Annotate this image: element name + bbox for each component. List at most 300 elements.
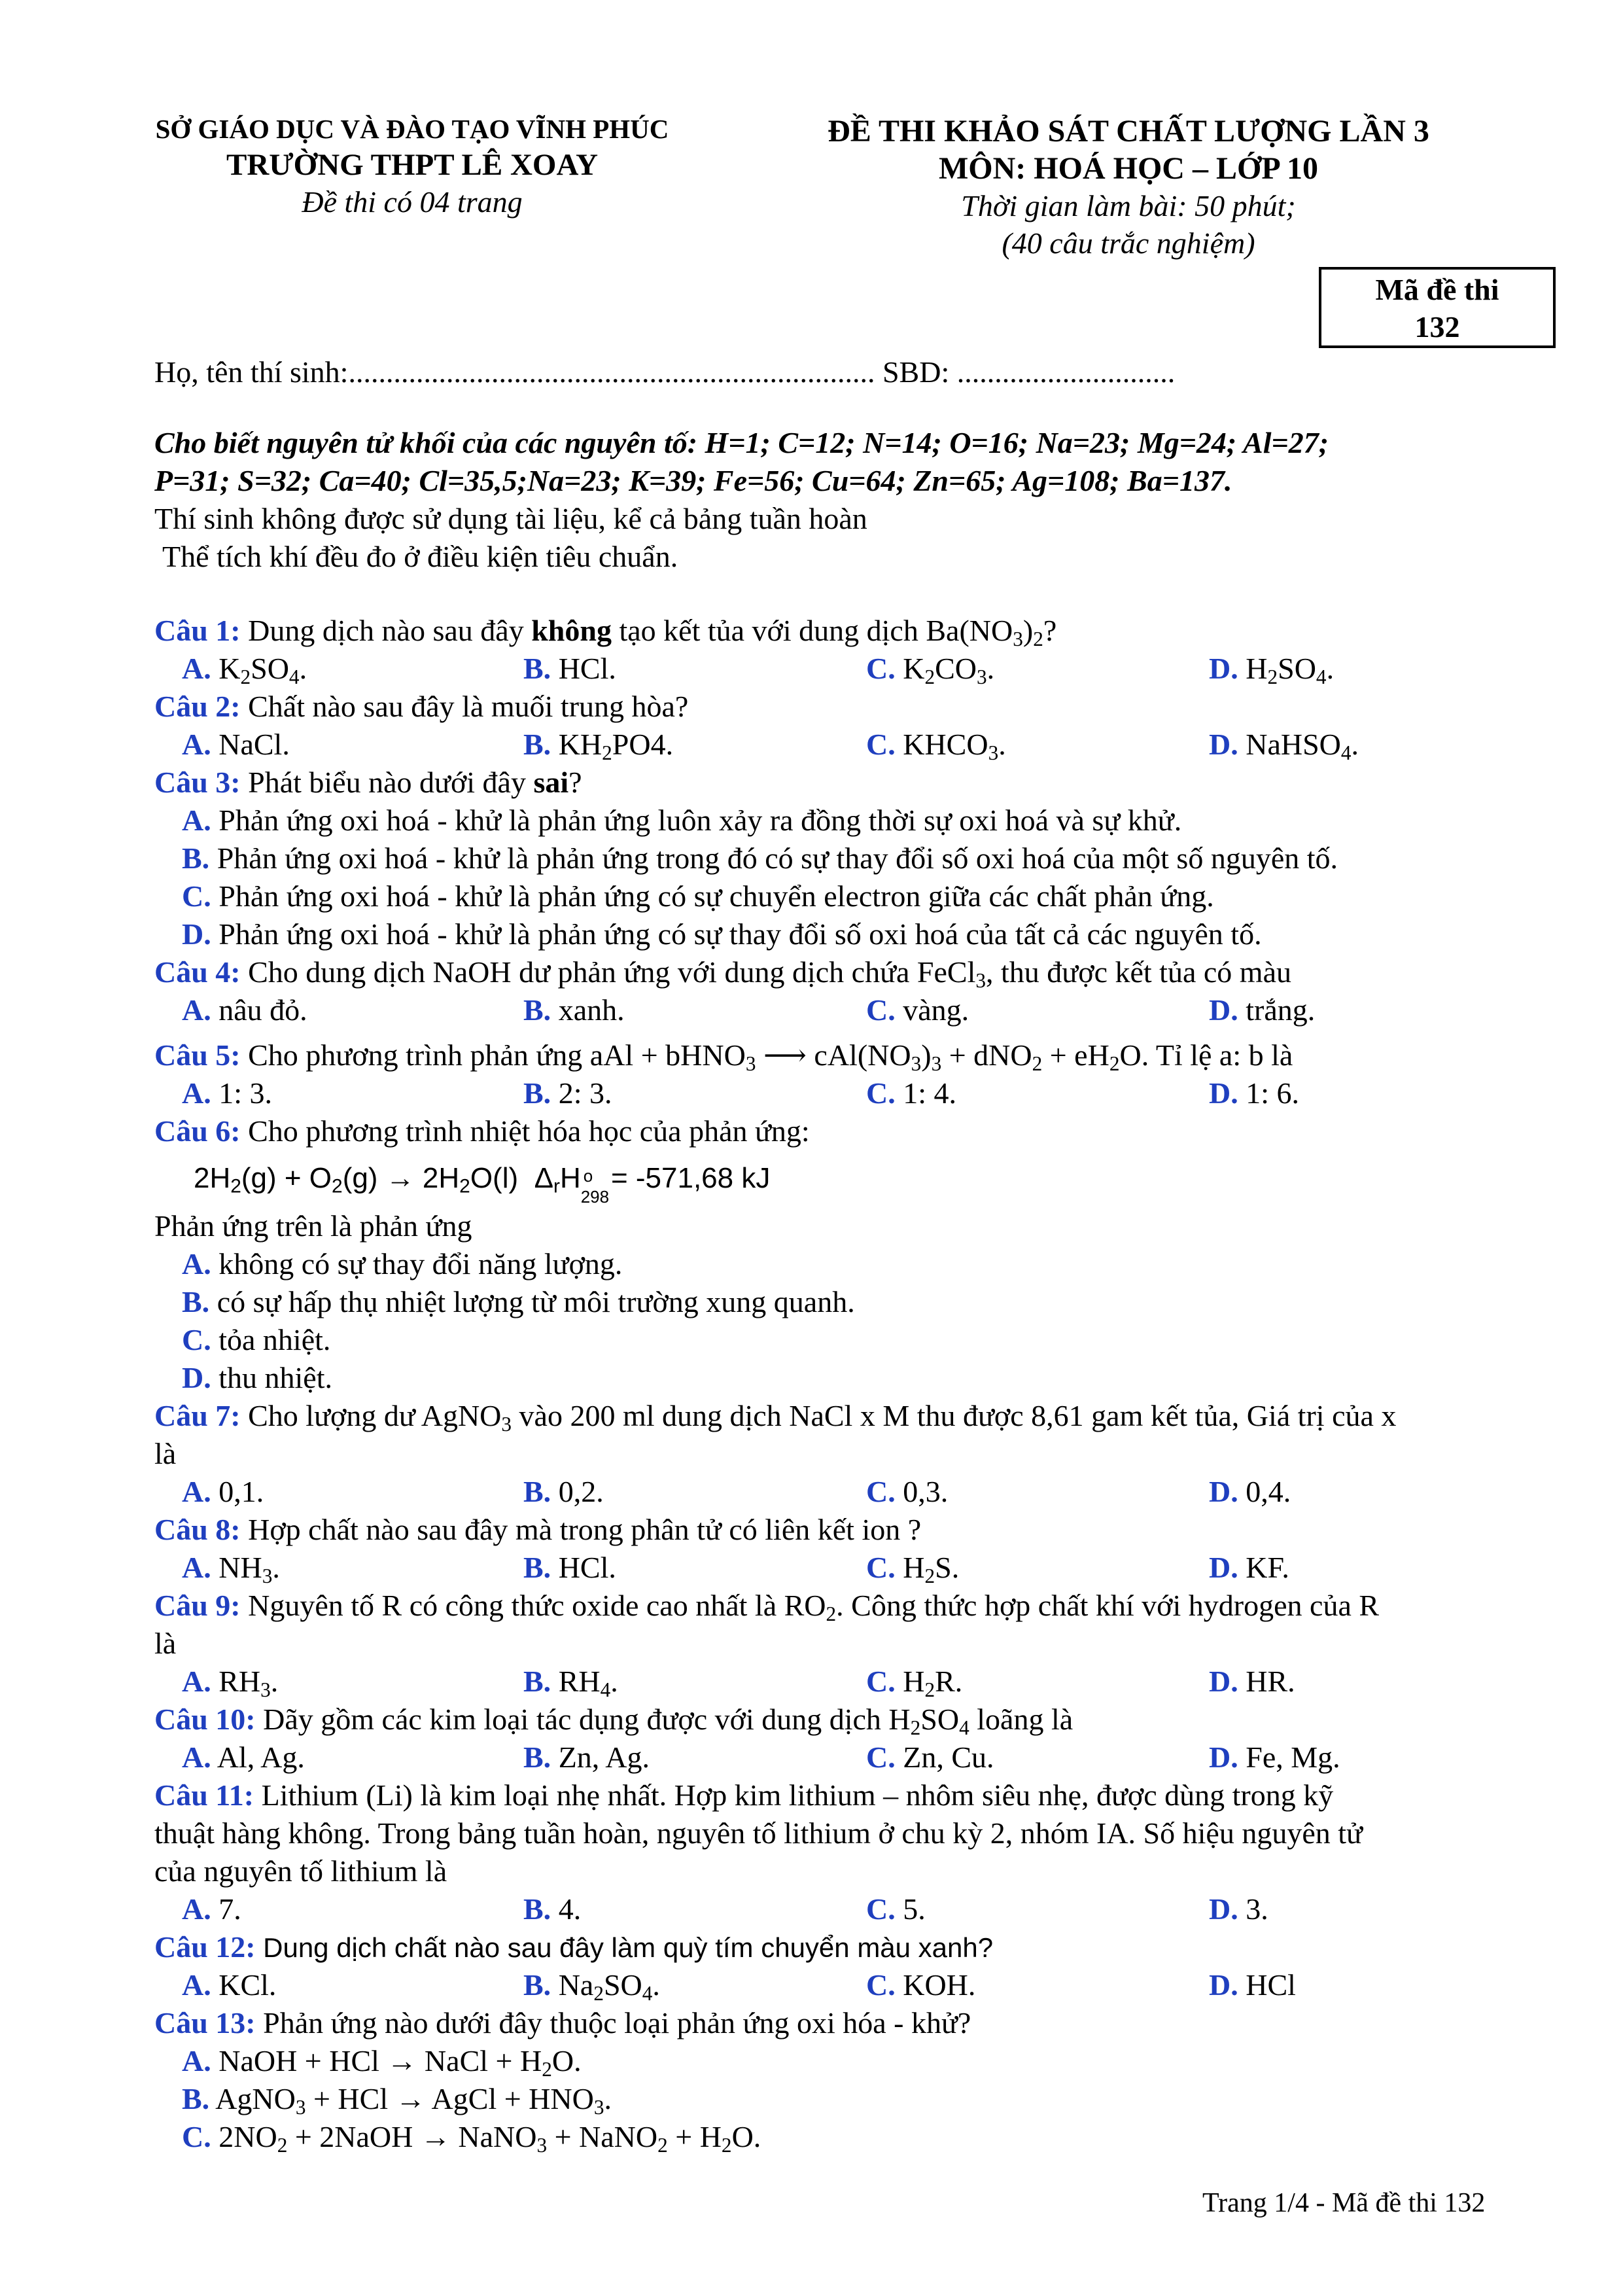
option-key: B.	[523, 1551, 551, 1584]
q5-option-d[interactable]	[1209, 1074, 1299, 1112]
opt-text: + HCl → AgCl + HNO	[305, 2082, 594, 2115]
option-key: C.	[182, 1323, 211, 1356]
eq-sub: 2	[230, 1175, 241, 1197]
q12-label: Câu 12:	[154, 1930, 256, 1964]
q1-text2: tạo kết tủa với dung dịch Ba(NO	[619, 614, 1013, 647]
opt-text: vàng.	[903, 993, 969, 1027]
question-10	[154, 1701, 1073, 1739]
q9-line2: là	[154, 1627, 177, 1660]
opt-text: 7.	[218, 1892, 241, 1926]
q4-text: Cho dung dịch NaOH dư phản ứng với dung dịch chứa FeCl	[248, 955, 976, 989]
question-2	[154, 688, 688, 726]
opt-text: NaHSO	[1246, 728, 1341, 761]
name-field[interactable]: ......................................................................	[348, 355, 875, 389]
q11-option-b[interactable]	[523, 1890, 581, 1928]
q10-label: Câu 10:	[154, 1703, 256, 1736]
option-key: B.	[523, 1740, 551, 1774]
option-key: A.	[182, 1892, 211, 1926]
q4-option-a[interactable]	[182, 991, 307, 1029]
q13-option-b[interactable]	[182, 2080, 612, 2118]
exam-code-box	[1319, 267, 1556, 348]
temperature-index: 298	[580, 1187, 610, 1207]
header-right	[752, 113, 1505, 262]
option-key: B.	[523, 1076, 551, 1110]
option-key: D.	[1209, 1475, 1238, 1508]
option-key: A.	[182, 1968, 211, 2002]
opt-text: H	[903, 1665, 925, 1698]
thermochemical-equation	[194, 1159, 771, 1207]
question-8	[154, 1511, 921, 1549]
opt-text: KHCO	[903, 728, 988, 761]
reaction-arrow-icon: ⟶	[756, 1038, 814, 1072]
q10-text3: loãng là	[969, 1703, 1073, 1736]
q3-option-d[interactable]	[182, 915, 1262, 953]
q1-text: Dung dịch nào sau đây	[248, 614, 524, 647]
opt-text: 0,3.	[903, 1475, 949, 1508]
q5-sub4: 2	[1032, 1051, 1043, 1075]
opt-text: KOH.	[903, 1968, 976, 2002]
option-key: D.	[1209, 652, 1238, 685]
q9-text2: . Công thức hợp chất khí với hydrogen của R	[836, 1589, 1380, 1622]
q1-text4: ?	[1043, 614, 1057, 647]
q7-sub: 3	[501, 1412, 512, 1436]
q9-sub: 2	[826, 1602, 837, 1625]
q6-label: Câu 6:	[154, 1114, 241, 1148]
option-key: B.	[182, 841, 210, 875]
q4-sub: 3	[975, 968, 986, 992]
q9-option-b[interactable]	[523, 1663, 618, 1701]
sbd-label: SBD:	[882, 355, 950, 389]
q4-option-b[interactable]	[523, 991, 625, 1029]
option-key: D.	[1209, 728, 1238, 761]
option-key: B.	[523, 728, 551, 761]
q5-label: Câu 5:	[154, 1038, 241, 1072]
opt-sub: 2	[602, 741, 612, 764]
page-footer: Trang 1/4 - Mã đề thi 132	[1202, 2188, 1486, 2218]
eq-sub: 2	[459, 1175, 470, 1197]
q1-sub: 3	[1013, 627, 1023, 650]
opt-text: SO	[1278, 652, 1316, 685]
option-key: D.	[1209, 1551, 1238, 1584]
opt-text: SO	[251, 652, 289, 685]
option-key: A.	[182, 1665, 211, 1698]
eq-text: O(l)	[470, 1162, 519, 1194]
q1-emphasis: không	[531, 614, 612, 647]
exam-code-label: Mã đề thi	[1375, 273, 1499, 306]
eq-text: 2H	[194, 1162, 231, 1194]
opt-text: K	[903, 652, 925, 685]
opt-text: tỏa nhiệt.	[218, 1323, 331, 1356]
q3-label: Câu 3:	[154, 766, 241, 799]
question-11	[154, 1776, 1333, 1814]
atomic-masses-line1: Cho biết nguyên tử khối của các nguyên tố: H=1; C=12; N=14; O=16; Na=23; Mg=24; Al=27;	[154, 426, 1329, 459]
q13-text: Phản ứng nào dưới đây thuộc loại phản ứng oxi hóa - khử?	[263, 2006, 971, 2040]
opt-text: 3.	[1246, 1892, 1268, 1926]
q10-option-d[interactable]	[1209, 1739, 1340, 1776]
q7-option-c[interactable]	[866, 1473, 948, 1511]
option-key: A.	[182, 652, 211, 685]
opt-text: Zn, Cu.	[903, 1740, 994, 1774]
opt-text: thu nhiệt.	[218, 1361, 332, 1394]
option-key: D.	[1209, 993, 1238, 1027]
q7-text: Cho lượng dư AgNO	[248, 1399, 502, 1432]
opt-text: .	[998, 728, 1006, 761]
delta-sub-r: r	[553, 1175, 560, 1197]
opt-sub: 4	[1340, 741, 1352, 764]
q5-text4: + dNO	[941, 1038, 1032, 1072]
opt-text: .	[1326, 652, 1335, 685]
opt-text: .	[272, 1551, 280, 1584]
q6-option-a[interactable]	[182, 1245, 622, 1283]
opt-text: CO	[935, 652, 977, 685]
q6-option-c[interactable]	[182, 1321, 330, 1359]
q8-option-c[interactable]	[866, 1549, 959, 1587]
q8-option-a[interactable]	[182, 1549, 280, 1587]
enthalpy-value: = -571,68 kJ	[610, 1162, 771, 1194]
note-1: Thí sinh không được sử dụng tài liệu, kể cả bảng tuần hoàn	[154, 502, 867, 535]
option-key: C.	[182, 2120, 211, 2153]
opt-text: HR.	[1246, 1665, 1295, 1698]
opt-sub: 2	[1267, 665, 1278, 688]
opt-text: SO	[603, 1968, 642, 2002]
option-key: B.	[523, 1968, 551, 2002]
opt-sub: 2	[721, 2133, 732, 2157]
q2-option-c[interactable]	[866, 726, 1006, 764]
q4-label: Câu 4:	[154, 955, 241, 989]
question-count: (40 câu trắc nghiệm)	[1002, 226, 1255, 260]
option-key: A.	[182, 728, 211, 761]
opt-sub: 2	[277, 2133, 288, 2157]
student-info-line	[154, 353, 1175, 391]
opt-text: NaOH + HCl → NaCl + H	[218, 2044, 542, 2077]
option-key: A.	[182, 1475, 211, 1508]
name-label: Họ, tên thí sinh:	[154, 355, 349, 389]
q1-option-c[interactable]	[866, 650, 994, 688]
q8-text: Hợp chất nào sau đây mà trong phân tử có liên kết ion ?	[248, 1513, 922, 1546]
q5-text5: + eH	[1042, 1038, 1109, 1072]
option-key: B.	[182, 2082, 210, 2115]
sbd-field[interactable]: .............................	[956, 355, 1176, 389]
eq-sub: 2	[332, 1175, 343, 1197]
opt-text: + H	[667, 2120, 722, 2153]
q5-text2: cAl(NO	[814, 1038, 911, 1072]
q10-sub: 2	[910, 1716, 921, 1739]
opt-text: 0,2.	[558, 1475, 604, 1508]
q13-option-c[interactable]	[182, 2118, 761, 2156]
opt-text: R.	[935, 1665, 963, 1698]
opt-text: Phản ứng oxi hoá - khử là phản ứng trong đó có sự thay đổi số oxi hoá của một số nguyên tố.	[217, 841, 1338, 875]
q1-option-b[interactable]	[523, 650, 616, 688]
option-key: C.	[866, 993, 896, 1027]
option-key: D.	[1209, 1968, 1238, 2002]
q10-option-a[interactable]	[182, 1739, 305, 1776]
option-key: D.	[182, 1361, 211, 1394]
q3-emphasis: sai	[533, 766, 569, 799]
q7-option-b[interactable]	[523, 1473, 604, 1511]
q5-sub2: 3	[911, 1051, 922, 1075]
time-limit: Thời gian làm bài: 50 phút;	[961, 189, 1296, 222]
opt-text: .	[1351, 728, 1359, 761]
opt-sub: 4	[600, 1678, 611, 1701]
q7-option-a[interactable]	[182, 1473, 264, 1511]
opt-text: Zn, Ag.	[558, 1740, 650, 1774]
question-3	[154, 764, 582, 802]
option-key: B.	[182, 1285, 210, 1318]
q8-label: Câu 8:	[154, 1513, 241, 1546]
q3-text2: ?	[568, 766, 582, 799]
question-6	[154, 1112, 810, 1150]
opt-sub: 3	[260, 1678, 271, 1701]
opt-text: xanh.	[558, 993, 625, 1027]
opt-text: HCl	[1246, 1968, 1296, 2002]
option-key: D.	[182, 917, 211, 951]
q10-text: Dãy gồm các kim loại tác dụng được với dung dịch H	[263, 1703, 911, 1736]
q12-option-d[interactable]	[1209, 1966, 1296, 2004]
option-key: C.	[866, 1475, 896, 1508]
atomic-masses-line2: P=31; S=32; Ca=40; Cl=35,5;Na=23; K=39; Fe=56; Cu=64; Zn=65; Ag=108; Ba=137.	[154, 464, 1232, 497]
opt-text: O.	[551, 2044, 582, 2077]
option-key: C.	[866, 1892, 896, 1926]
q10-option-c[interactable]	[866, 1739, 994, 1776]
q7-option-d[interactable]	[1209, 1473, 1291, 1511]
opt-text: 2NO	[218, 2120, 277, 2153]
option-key: A.	[182, 1247, 211, 1280]
opt-sub: 2	[593, 1981, 604, 2005]
opt-text: RH	[558, 1665, 601, 1698]
q7-text2: vào 200 ml dung dịch NaCl x M thu được 8,61 gam kết tủa, Giá trị của x	[512, 1399, 1397, 1432]
q3-option-c[interactable]	[182, 877, 1214, 915]
opt-text: .	[610, 1665, 618, 1698]
q9-text: Nguyên tố R có công thức oxide cao nhất là RO	[248, 1589, 826, 1622]
opt-sub: 3	[988, 741, 999, 764]
q9-option-d[interactable]	[1209, 1663, 1295, 1701]
q6-option-d[interactable]	[182, 1359, 332, 1397]
opt-text: HCl.	[558, 1551, 616, 1584]
option-key: D.	[1209, 1665, 1238, 1698]
q4-text2: , thu được kết tủa có màu	[986, 955, 1291, 989]
opt-text: NH	[218, 1551, 262, 1584]
option-key: A.	[182, 1551, 211, 1584]
enthalpy-symbol: H	[559, 1162, 581, 1194]
q12-text: Dung dịch chất nào sau đây làm quỳ tím chuyển màu xanh?	[263, 1932, 994, 1963]
opt-text: Al, Ag.	[217, 1740, 305, 1774]
opt-text: KF.	[1246, 1551, 1289, 1584]
question-7	[154, 1397, 1396, 1435]
q9-label: Câu 9:	[154, 1589, 241, 1622]
q5-option-a[interactable]	[182, 1074, 272, 1112]
note-2: Thể tích khí đều đo ở điều kiện tiêu chuẩn.	[162, 540, 678, 573]
q1-text3: )	[1022, 614, 1034, 647]
option-key: B.	[523, 652, 551, 685]
q8-option-b[interactable]	[523, 1549, 616, 1587]
opt-text: NaCl.	[218, 728, 290, 761]
q11-option-d[interactable]	[1209, 1890, 1268, 1928]
q8-option-d[interactable]	[1209, 1549, 1289, 1587]
opt-text: có sự hấp thụ nhiệt lượng từ môi trường xung quanh.	[217, 1285, 855, 1318]
option-key: C.	[866, 1665, 896, 1698]
page-count-note: Đề thi có 04 trang	[302, 185, 523, 219]
question-9	[154, 1587, 1379, 1625]
option-key: B.	[523, 1475, 551, 1508]
opt-sub: 3	[295, 2095, 306, 2119]
opt-text: H	[1246, 652, 1268, 685]
q2-option-d[interactable]	[1209, 726, 1359, 764]
q6-text: Cho phương trình nhiệt hóa học của phản ứng:	[248, 1114, 810, 1148]
q3-option-b[interactable]	[182, 839, 1338, 877]
q5-text: Cho phương trình phản ứng aAl + bHNO	[248, 1038, 746, 1072]
exam-title: ĐỀ THI KHẢO SÁT CHẤT LƯỢNG LẦN 3	[828, 114, 1429, 149]
q13-option-a[interactable]	[182, 2042, 582, 2080]
opt-text: + NaNO	[547, 2120, 658, 2153]
q11-option-a[interactable]	[182, 1890, 241, 1928]
opt-text: K	[218, 652, 241, 685]
opt-text: KCl.	[218, 1968, 277, 2002]
q10-sub2: 4	[959, 1716, 969, 1739]
option-key: A.	[182, 1076, 211, 1110]
q12-option-b[interactable]	[523, 1966, 660, 2004]
opt-text: + 2NaOH → NaNO	[287, 2120, 537, 2153]
opt-sub: 2	[542, 2057, 552, 2081]
opt-text: O.	[731, 2120, 761, 2153]
question-1	[154, 612, 1056, 650]
q5-sub3: 3	[931, 1051, 942, 1075]
opt-text: KH	[558, 728, 602, 761]
option-key: C.	[866, 1551, 896, 1584]
opt-sub: 2	[924, 1564, 935, 1587]
opt-sub: 2	[240, 665, 251, 688]
eq-text: (g) + O	[241, 1162, 332, 1194]
q5-option-b[interactable]	[523, 1074, 612, 1112]
enthalpy-indices	[580, 1166, 610, 1207]
q5-text6: O. Tỉ lệ a: b là	[1119, 1038, 1293, 1072]
q11-label: Câu 11:	[154, 1778, 254, 1812]
opt-text: AgNO	[215, 2082, 296, 2115]
exam-code: 132	[1414, 310, 1460, 344]
opt-text: RH	[218, 1665, 261, 1698]
school-name: TRƯỜNG THPT LÊ XOAY	[226, 148, 599, 182]
opt-sub: 2	[924, 665, 935, 688]
q10-text2: SO	[920, 1703, 960, 1736]
q12-option-a[interactable]	[182, 1966, 276, 2004]
opt-text: 1: 6.	[1246, 1076, 1300, 1110]
eq-text: (g) → 2H	[342, 1162, 460, 1194]
q1-option-d[interactable]	[1209, 650, 1334, 688]
opt-sub: 4	[642, 1981, 653, 2005]
q6-option-b[interactable]	[182, 1283, 855, 1321]
option-key: D.	[1209, 1892, 1238, 1926]
q2-text: Chất nào sau đây là muối trung hòa?	[248, 690, 689, 723]
question-12	[154, 1928, 993, 1967]
option-key: C.	[866, 1076, 896, 1110]
q6-stem2: Phản ứng trên là phản ứng	[154, 1209, 472, 1243]
opt-text: Fe, Mg.	[1246, 1740, 1340, 1774]
opt-sub: 3	[593, 2095, 604, 2119]
q3-text: Phát biểu nào dưới đây	[248, 766, 526, 799]
q10-option-b[interactable]	[523, 1739, 650, 1776]
q11-text: Lithium (Li) là kim loại nhẹ nhất. Hợp kim lithium – nhôm siêu nhẹ, được dùng trong kỹ	[261, 1778, 1334, 1812]
q5-option-c[interactable]	[866, 1074, 956, 1112]
subject: MÔN: HOÁ HỌC – LỚP 10	[939, 151, 1318, 186]
q13-label: Câu 13:	[154, 2006, 256, 2040]
option-key: D.	[1209, 1740, 1238, 1774]
atomic-masses	[154, 424, 1535, 500]
q2-option-b[interactable]	[523, 726, 673, 764]
opt-sub: 2	[924, 1678, 935, 1701]
q12-option-c[interactable]	[866, 1966, 975, 2004]
opt-text: Na	[558, 1968, 594, 2002]
opt-sub: 3	[977, 665, 987, 688]
opt-text: 2: 3.	[558, 1076, 612, 1110]
question-4	[154, 953, 1291, 991]
q7-line2: là	[154, 1437, 177, 1470]
option-key: C.	[866, 1740, 896, 1774]
q3-option-a[interactable]	[182, 802, 1181, 839]
option-key: C.	[182, 879, 211, 913]
opt-text: 0,4.	[1246, 1475, 1291, 1508]
q9-option-a[interactable]	[182, 1663, 278, 1701]
option-key: B.	[523, 993, 551, 1027]
opt-text: 5.	[903, 1892, 926, 1926]
opt-text: .	[652, 1968, 660, 2002]
q4-option-d[interactable]	[1209, 991, 1315, 1029]
q9-option-c[interactable]	[866, 1663, 962, 1701]
q11-line2: thuật hàng không. Trong bảng tuần hoàn, nguyên tố lithium ở chu kỳ 2, nhóm IA. Số hiệu nguyên tử	[154, 1816, 1363, 1850]
option-key: A.	[182, 804, 211, 837]
q11-line3: của nguyên tố lithium là	[154, 1854, 447, 1888]
opt-text: Phản ứng oxi hoá - khử là phản ứng luôn xảy ra đồng thời sự oxi hoá và sự khử.	[218, 804, 1182, 837]
opt-text: Phản ứng oxi hoá - khử là phản ứng có sự chuyển electron giữa các chất phản ứng.	[218, 879, 1214, 913]
opt-text: PO4.	[612, 728, 674, 761]
opt-text: 4.	[558, 1892, 582, 1926]
opt-text: không có sự thay đổi năng lượng.	[218, 1247, 623, 1280]
option-key: A.	[182, 2044, 211, 2077]
q1-sub2: 2	[1033, 627, 1043, 650]
opt-text: .	[986, 652, 995, 685]
option-key: B.	[523, 1892, 551, 1926]
opt-sub: 3	[536, 2133, 548, 2157]
opt-text: HCl.	[558, 652, 616, 685]
q4-option-c[interactable]	[866, 991, 969, 1029]
standard-symbol: o	[583, 1166, 593, 1186]
opt-text: S.	[935, 1551, 960, 1584]
q1-label: Câu 1:	[154, 614, 241, 647]
opt-sub: 2	[657, 2133, 668, 2157]
option-key: A.	[182, 993, 211, 1027]
q11-option-c[interactable]	[866, 1890, 926, 1928]
question-5	[154, 1036, 1293, 1074]
q5-text3: )	[921, 1038, 932, 1072]
header-left	[124, 111, 700, 221]
q7-label: Câu 7:	[154, 1399, 241, 1432]
option-key: A.	[182, 1740, 211, 1774]
opt-text: 1: 3.	[218, 1076, 273, 1110]
opt-text: Phản ứng oxi hoá - khử là phản ứng có sự thay đổi số oxi hoá của tất cả các nguyên tố.	[218, 917, 1262, 951]
q5-sub: 3	[745, 1051, 756, 1075]
opt-text: .	[299, 652, 307, 685]
q2-option-a[interactable]	[182, 726, 290, 764]
question-13	[154, 2004, 971, 2042]
opt-sub: 3	[262, 1564, 273, 1587]
option-key: C.	[866, 1968, 896, 2002]
q1-option-a[interactable]	[182, 650, 307, 688]
opt-text: nâu đỏ.	[218, 993, 307, 1027]
delta-symbol: Δ	[534, 1162, 553, 1194]
opt-sub: 4	[288, 665, 300, 688]
department: SỞ GIÁO DỤC VÀ ĐÀO TẠO VĨNH PHÚC	[155, 114, 669, 144]
option-key: D.	[1209, 1076, 1238, 1110]
option-key: C.	[866, 728, 896, 761]
option-key: B.	[523, 1665, 551, 1698]
